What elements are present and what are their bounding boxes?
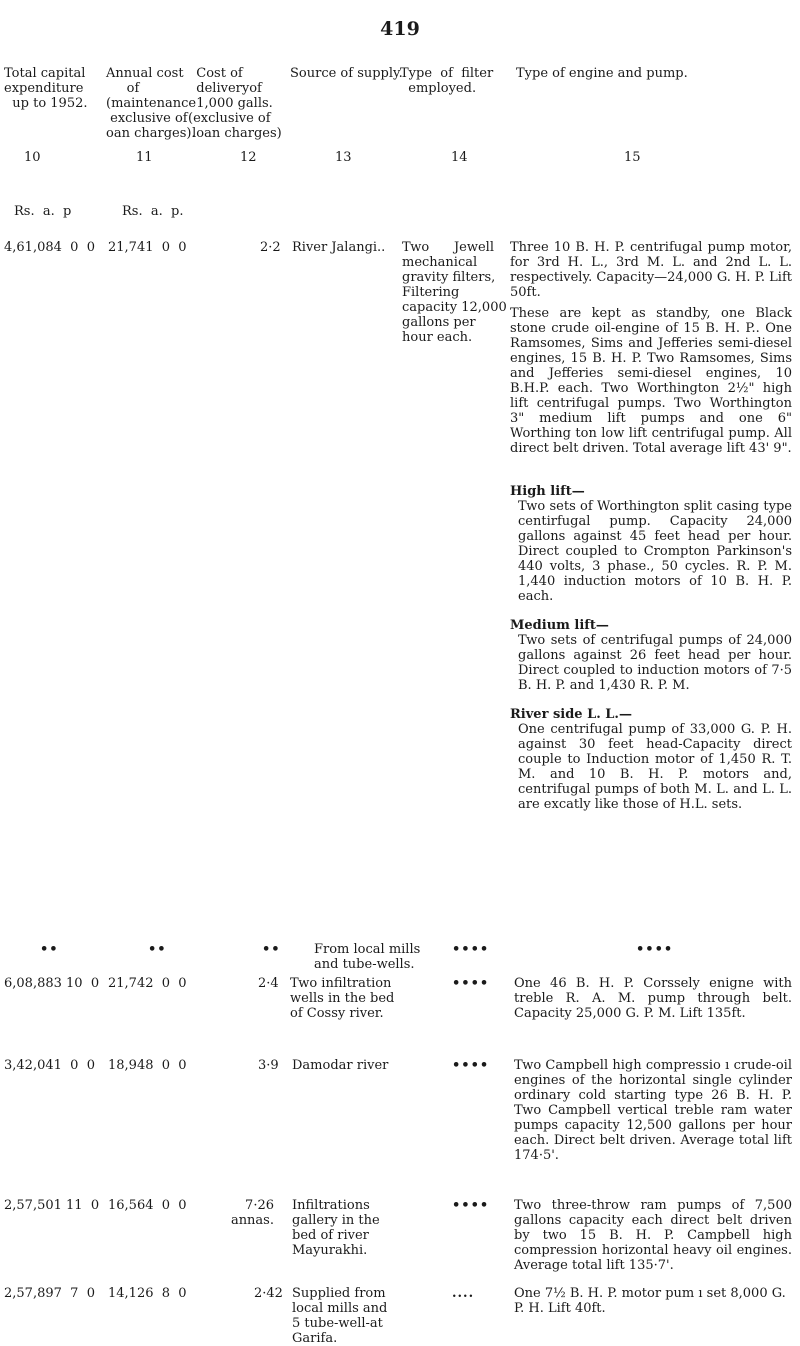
row1-section-text-medium-lift: Two sets of centrifugal pumps of 24,000 gallons against 26 feet head per hour. Direct coupled to induction motors of 7·5 B. H. P. and 1,430 R. P. M.: [518, 633, 792, 693]
row4-filter: ••••: [452, 1058, 490, 1073]
row5-capital: 2,57,501 11 0: [4, 1198, 100, 1213]
row4-annual: 18,948 0 0: [108, 1058, 187, 1073]
row1-engine: [510, 240, 792, 812]
column-number-15: 15: [624, 150, 641, 165]
row1-section-text-river-side: One centrifugal pump of 33,000 G. P. H. against 30 feet head-Capacity direct couple to Induction motor of 1,450 R. T. M. and 10 B. H. P. motors and, centrifugal pumps of both M. L. and L. L. are excatly like those of H.L. sets.: [518, 722, 792, 812]
row4-source: Damodar river: [292, 1058, 389, 1073]
row3-capital: 6,08,883 10 0: [4, 976, 100, 991]
column-number-14: 14: [451, 150, 468, 165]
row3-annual: 21,742 0 0: [108, 976, 187, 991]
row6-cost: 2·42: [254, 1286, 283, 1301]
header-total-capital: Total capital expenditure up to 1952.: [4, 66, 88, 111]
column-number-10: 10: [24, 150, 41, 165]
row6-source: Supplied from local mills and 5 tube-well-at Garifa.: [292, 1286, 388, 1346]
row1-engine-para-2: These are kept as standby, one Black stone crude oil-engine of 15 B. H. P.. One Ramsomes, Sims and Jefferies semi-diesel engines, 15 B. H. P. Two Ramsomes, Sims and Jefferies semi-diesel engines, 10 B.H.P. each. Two Worthington 2½" high lift centrifugal pumps. Two Worthington 3" medium lift pumps and one 6" Worthing ton low lift centrifugal pump. All direct belt driven. Total average lift 43' 9".: [510, 306, 792, 456]
row6-capital: 2,57,897 7 0: [4, 1286, 95, 1301]
row2-filter: ••••: [452, 942, 490, 957]
row2-annual: ••: [148, 942, 167, 957]
row1-capital: 4,61,084 0 0: [4, 240, 95, 255]
row1-engine-para-1: Three 10 B. H. P. centrifugal pump motor, for 3rd H. L., 3rd M. L. and 2nd L. L. respectively. Capacity—24,000 G. H. P. Lift 50ft.: [510, 240, 792, 300]
row5-cost: 7·26 annas.: [230, 1198, 274, 1228]
row1-section-title-river-side: River side L. L.—: [510, 707, 632, 722]
row2-engine: ••••: [636, 942, 674, 957]
row2-capital: ••: [40, 942, 59, 957]
row3-source: Two infiltration wells in the bed of Cossy river.: [290, 976, 395, 1021]
row6-filter: ....: [452, 1286, 475, 1301]
column-number-13: 13: [335, 150, 352, 165]
page-number: 419: [380, 18, 420, 40]
row4-engine: Two Campbell high compressio ı crude-oil engines of the horizontal single cylinder ordinary cold starting type 26 B. H. P. Two Campbell vertical treble ram water pumps capacity 12,500 gallons per hour each. Direct belt driven. Average total lift 174·5'.: [514, 1058, 792, 1163]
row3-filter: ••••: [452, 976, 490, 991]
row6-annual: 14,126 8 0: [108, 1286, 187, 1301]
row1-section-title-high-lift: High lift—: [510, 484, 585, 499]
row1-annual: 21,741 0 0: [108, 240, 187, 255]
row5-engine: Two three-throw ram pumps of 7,500 gallons capacity each direct belt driven by two 15 B. H. P. Campbell high compression horizontal heavy oil engines. Average total lift 135·7'.: [514, 1198, 792, 1273]
header-annual-cost: Annual cost of (maintenance exclusive of oan charges).: [106, 66, 197, 141]
row2-cost: ••: [262, 942, 281, 957]
row1-filter: Two Jewell mechanical gravity filters, Filtering capacity 12,000 gallons per hour each.: [402, 240, 507, 345]
header-engine-type: Type of engine and pump.: [516, 66, 688, 81]
row4-capital: 3,42,041 0 0: [4, 1058, 95, 1073]
header-cost-delivery: Cost of deliveryof 1,000 galls. (exclusive of loan charges): [188, 66, 282, 141]
header-filter-type: Type of filter employed.: [400, 66, 494, 96]
row1-section-text-high-lift: Two sets of Worthington split casing type centirfugal pump. Capacity 24,000 gallons against 45 feet head per hour. Direct coupled to Crompton Parkinson's 440 volts, 3 phase., 50 cycles. R. P. M. 1,440 induction motors of 10 B. H. P. each.: [518, 499, 792, 604]
column-number-12: 12: [240, 150, 257, 165]
row1-section-title-medium-lift: Medium lift—: [510, 618, 609, 633]
row5-filter: ••••: [452, 1198, 490, 1213]
row4-cost: 3·9: [258, 1058, 279, 1073]
unit-capital: Rs. a. p: [14, 204, 72, 219]
row1-source: River Jalangi..: [292, 240, 386, 255]
header-source-supply: Source of supply.: [290, 66, 403, 81]
row1-cost: 2·2: [260, 240, 281, 255]
row5-annual: 16,564 0 0: [108, 1198, 187, 1213]
row3-cost: 2·4: [258, 976, 279, 991]
column-number-11: 11: [136, 150, 153, 165]
unit-annual: Rs. a. p.: [122, 204, 184, 219]
row5-source: Infiltrations gallery in the bed of river Mayurakhi.: [292, 1198, 380, 1258]
row3-engine: One 46 B. H. P. Corssely enigne with treble R. A. M. pump through belt. Capacity 25,000 G. P. M. Lift 135ft.: [514, 976, 792, 1021]
row2-source: From local mills and tube-wells.: [314, 942, 421, 972]
row6-engine: One 7½ B. H. P. motor pum ı set 8,000 G. P. H. Lift 40ft.: [514, 1286, 786, 1316]
